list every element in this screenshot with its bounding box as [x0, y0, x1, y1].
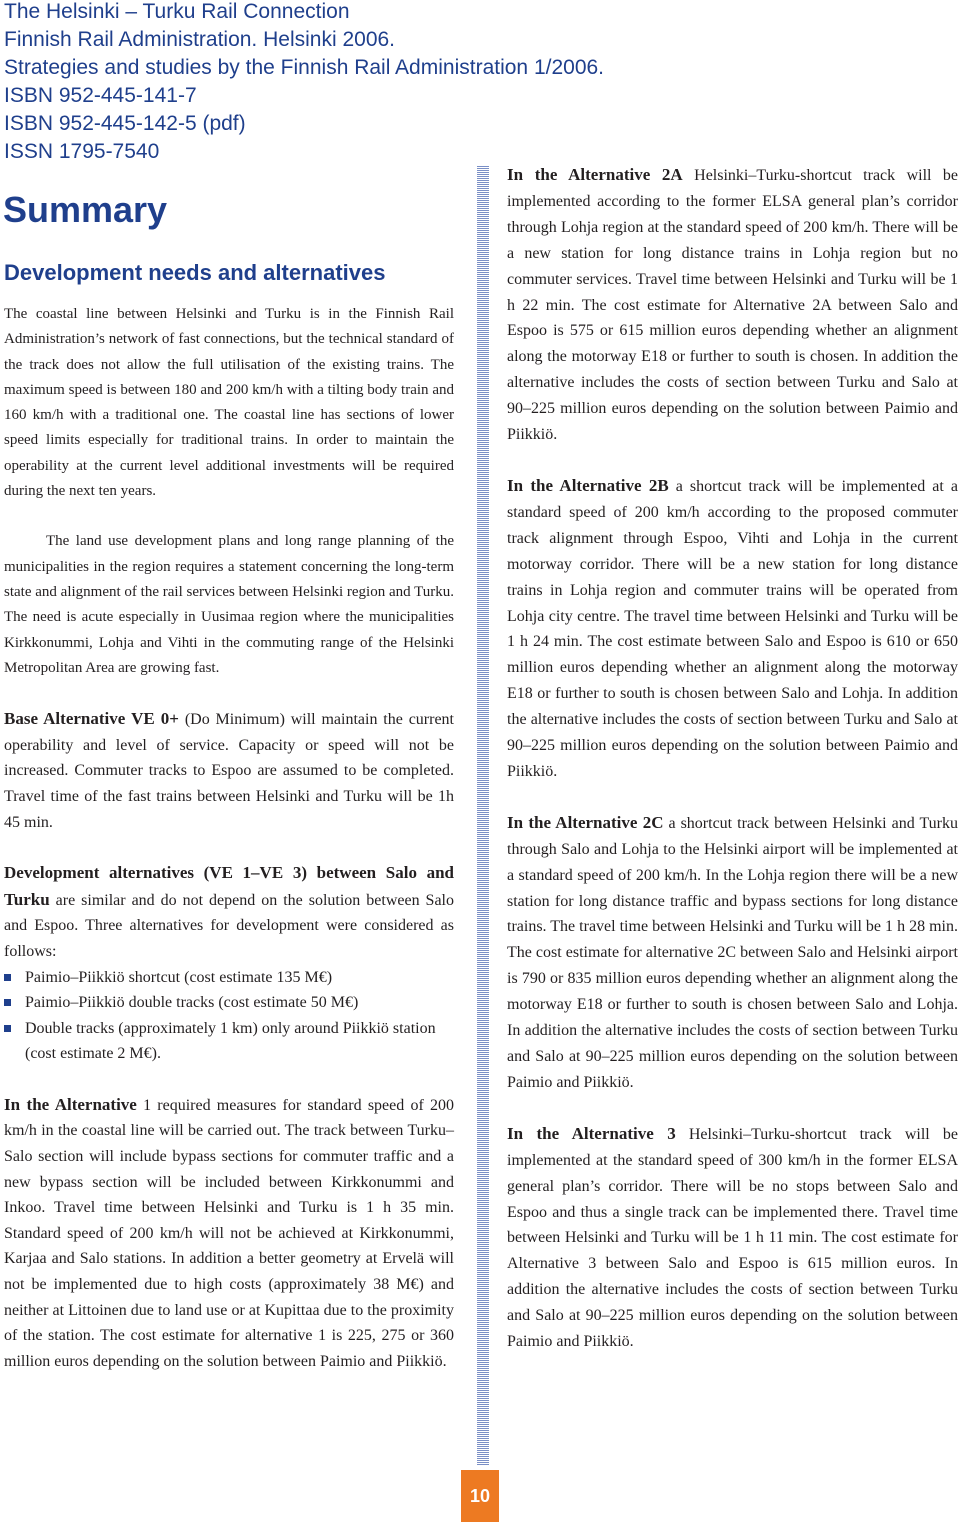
bullet-square-icon — [4, 974, 11, 981]
header-line-2: Finnish Rail Administration. Helsinki 2006. — [4, 28, 396, 51]
header-line-6: ISSN 1795-7540 — [4, 140, 160, 163]
page-title: Summary — [3, 189, 168, 230]
list-item — [4, 1016, 454, 1067]
lead-text: In the Alternative — [4, 1094, 137, 1114]
section-subheading: Development needs and alternatives — [4, 260, 386, 285]
list-item-text: Double tracks (approximately 1 km) only around Piikkiö station (cost estimate 2 M€). — [25, 1019, 436, 1063]
column-divider — [477, 166, 489, 1466]
paragraph-alternative-2c — [507, 810, 958, 1096]
list-item — [4, 990, 454, 1016]
header-line-1: The Helsinki – Turku Rail Connection — [4, 0, 350, 23]
lead-text: Development alternatives (VE 1–VE 3) between Salo and Turku — [4, 863, 454, 909]
list-item-text: Paimio–Piikkiö shortcut (cost estimate 135 M€) — [25, 968, 333, 986]
header-line-5: ISBN 952-445-142-5 (pdf) — [4, 112, 246, 135]
list-item-text: Paimio–Piikkiö double tracks (cost estimate 50 M€) — [25, 994, 359, 1012]
bullet-square-icon — [4, 1025, 11, 1032]
header-line-3: Strategies and studies by the Finnish Rail Administration 1/2006. — [4, 56, 605, 79]
paragraph-alternative-3 — [507, 1121, 958, 1355]
paragraph-alternative-2a — [507, 162, 958, 448]
lead-text: In the Alternative 2B — [507, 475, 669, 495]
paragraph-base-alternative — [4, 706, 454, 835]
page-number: 10 — [461, 1470, 499, 1522]
body-text: a shortcut track will be implemented at a standard speed of 200 km/h according to the proposed commuter track alignment through Espoo, Vihti and Lohja in the current motorway corridor. There will be a new station for long distance trains in Lohja region and commuter trains will be operated from Lohja city centre. The travel time between Helsinki and Turku will be 1 h 24 min. The cost estimate between Salo and Espoo is 610 or 650 million euros depending whether an alignment along the motorway E18 or further to south is chosen between Salo and Lohja. In addition the alternative includes the costs of section between Turku and Salo at 90–225 million euros depending on the solution between Paimio and Piikkiö. — [507, 477, 958, 780]
lead-text: In the Alternative 2C — [507, 812, 664, 832]
bullet-square-icon — [4, 999, 11, 1006]
paragraph-intro: The coastal line between Helsinki and Turku is in the Finnish Rail Administration’s network of fast connections, but the technical standard of the track does not allow the full utilisation of the existing trains. The maximum speed is between 180 and 200 km/h with a tilting body train and 160 km/h with a traditional one. The coastal line has sections of lower speed limits especially for traditional trains. In order to maintain the operability at the current level additional investments will be required during the next ten years. — [4, 306, 454, 500]
body-text: (Do Minimum) will maintain the current operability and level of service. Capacity or speed will not be increased. Commuter tracks to Espoo are assumed to be completed. Travel time of the fast trains between Helsinki and Turku will be 1h 45 min. — [4, 711, 454, 831]
alternatives-list — [4, 965, 454, 1067]
lead-text: In the Alternative 2A — [507, 165, 683, 184]
list-item — [4, 965, 454, 991]
right-column — [507, 162, 958, 1380]
paragraph-alternative-2b — [507, 473, 958, 785]
body-text: a shortcut track between Helsinki and Turku through Salo and Lohja to the Helsinki airport will be implemented at a standard speed of 200 km/h. In the Lohja region there will be a new station for long distance traffic and bypass sections for long distance trains. The travel time between Helsinki and Turku will be 1 h 28 min. The cost estimate for alternative 2C between Salo and Helsinki airport is 790 or 835 million euros depending whether an alignment along the motorway E18 or further to south is chosen between Salo and Lohja. In addition the alternative includes the costs of section between Turku and Salo at 90–225 million euros depending on the solution between Paimio and Piikkiö. — [507, 814, 958, 1091]
left-column — [4, 302, 454, 1399]
body-text: Helsinki–Turku-shortcut track will be implemented according to the former ELSA general plan’s corridor through Lohja region at the standard speed of 200 km/h. There will be a new station for long distance trains in Lohja region but no commuter services. Travel time between Helsinki and Turku will be 1 h 22 min. The cost estimate for Alternative 2A between Salo and Espoo is 575 or 615 million euros depending whether an alignment along the motorway E18 or further to south is chosen. In addition the alternative includes the costs of section between Turku and Salo at 90–225 million euros depending on the solution between Paimio and Piikkiö. — [507, 167, 958, 444]
body-text: 1 required measures for standard speed of 200 km/h in the coastal line will be carried out. The track between Turku–Salo section will include bypass sections for commuter traffic and a new bypass section will be included between Kirkkonummi and Inkoo. Travel time between Helsinki and Turku is 1 h 35 min. Standard speed of 200 km/h will not be achieved at Kirkkonummi, Karjaa and Salo stations. In addition a better geometry at Ervelä will not be implemented due to high costs (approximately 38 M€) and neither at Littoinen due to land use or at Kupittaa due to the proximity of the station. The cost estimate for alternative 1 is 225, 275 or 360 million euros depending on the solution between Paimio and Piikkiö. — [4, 1096, 454, 1370]
body-text: Helsinki–Turku-shortcut track will be implemented at the standard speed of 300 km/h in the former ELSA general plan’s corridor. There will be no stops between Salo and Espoo and thus a single track can be implemented there. Travel time between Helsinki and Turku will be 1 h 11 min. The cost estimate for Alternative 3 between Salo and Espoo is 615 million euros. In addition the alternative includes the costs of section between Turku and Salo at 90–225 million euros depending on the solution between Paimio and Piikkiö. — [507, 1125, 958, 1351]
lead-text: In the Alternative 3 — [507, 1123, 676, 1143]
header-line-4: ISBN 952-445-141-7 — [4, 84, 197, 107]
lead-text: Base Alternative VE 0+ — [4, 709, 179, 729]
body-text: are similar and do not depend on the solution between Salo and Espoo. Three alternatives for development were considered as follows: — [4, 891, 454, 960]
paragraph-alternative-1 — [4, 1092, 454, 1375]
paragraph-land-use: The land use development plans and long range planning of the municipalities in the region requires a statement concerning the long-term state and alignment of the rail services between Helsinki region and Turku. The need is acute especially in Uusimaa region where the municipalities Kirkkonummi, Lohja and Vihti in the commuting range of the Helsinki Metropolitan Area are growing fast. — [4, 533, 454, 676]
paragraph-dev-alternatives — [4, 860, 454, 964]
